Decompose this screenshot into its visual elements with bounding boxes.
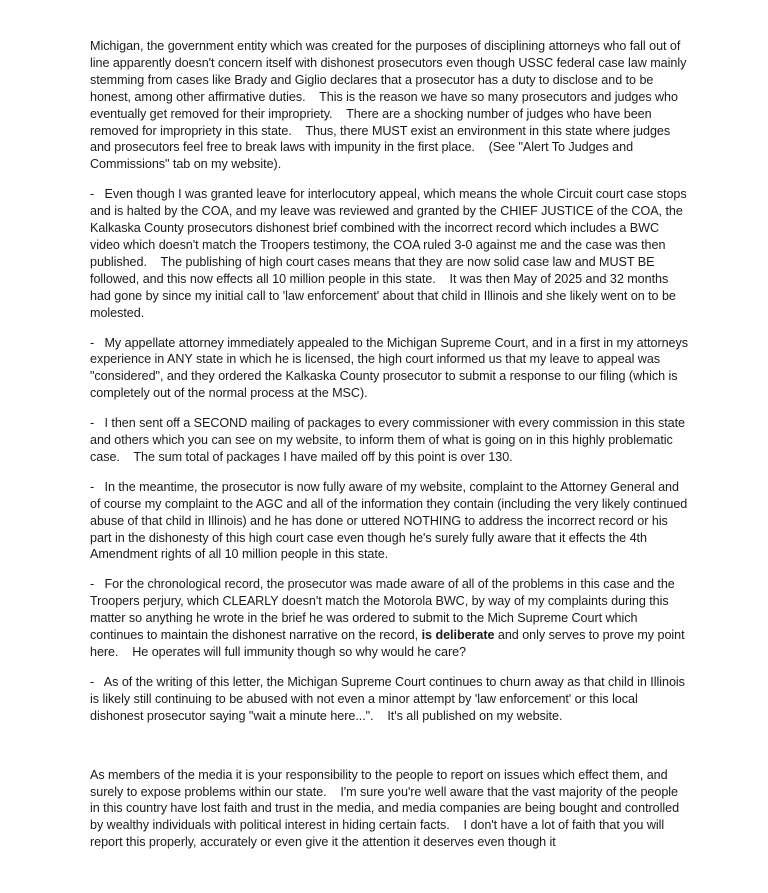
section-spacer <box>90 738 690 767</box>
chronological-text-after: and only serves to prove my point here. He operates will full immunity though so why would he care? <box>90 628 689 659</box>
paragraph-prosecutor-aware: - In the meantime, the prosecutor is now fully aware of my website, complaint to the Attorney General and of course my complaint to the AGC and all of the information they contain (including the very likely continued abuse of that child in Illinois) and he has done or uttered NOTHING to address the incorrect record or his part in the dishonesty of this high court case even though he's surely fully aware that it effects the 4th Amendment rights of all 10 million people in this state. <box>90 479 691 562</box>
paragraph-writing-of-letter: - As of the writing of this letter, the Michigan Supreme Court continues to churn away as that child in Illinois is likely still continuing to be abused with not even a minor attempt by 'law enforcement' or this local dishonest prosecutor saying "wait a minute here...". It's all published on my website. <box>90 674 689 723</box>
document-page <box>90 38 690 864</box>
paragraph-interlocutory-appeal: - Even though I was granted leave for interlocutory appeal, which means the whole Circuit court case stops and is halted by the COA, and my leave was reviewed and granted by the CHIEF JUSTICE of the COA, the Kalkaska County prosecutors dishonest brief combined with the incorrect record which includes a BWC video which doesn't match the Troopers testimony, the COA ruled 3-0 against me and the case was then published. The publishing of high court cases means that they are now solid case law and MUST BE followed, and this now effects all 10 million people in this state. It was then May of 2025 and 32 months had gone by since my initial call to 'law enforcement' about that child in Illinois and she likely went on to be molested. <box>90 187 691 320</box>
chronological-text-before: - For the chronological record, the prosecutor was made aware of all of the problems in this case and the Troopers perjury, which CLEARLY doesn't match the Motorola BWC, by way of my complaints during this matter so anything he wrote in the brief he was ordered to submit to the Mich Supreme Court which continues to maintain the dishonest narrative on the record, <box>90 577 678 643</box>
paragraph-chronological-record <box>90 576 690 661</box>
paragraph-intro: Michigan, the government entity which was created for the purposes of disciplining attorneys who fall out of line apparently doesn't concern itself with dishonest prosecutors even though USSC federal case law mainly stemming from cases like Brady and Giglio declares that a prosecutor has a duty to disclose and to be honest, among other affirmative duties. This is the reason we have so many prosecutors and judges who eventually get removed for their impropriety. There are a shocking number of judges who have been removed for impropriety in this state. Thus, there MUST exist an environment in this state where judges and prosecutors feel free to break laws with impunity in the first place. (See "Alert To Judges and Commissions" tab on my website). <box>90 39 690 172</box>
paragraph-media-responsibility: As members of the media it is your responsibility to the people to report on issues which effect them, and surely to expose problems within our state. I'm sure you're well aware that the vast majority of the people in this country have lost faith and trust in the media, and media companies are being bought and controlled by wealthy individuals with political interest in hiding certain facts. I don't have a lot of faith that you will report this properly, accurately or even give it the attention it deserves even though it <box>90 767 683 850</box>
paragraph-second-mailing: - I then sent off a SECOND mailing of packages to every commissioner with every commission in this state and others which you can see on my website, to inform them of what is going on in this highly problematic case. The sum total of packages I have mailed off by this point is over 130. <box>90 416 689 464</box>
paragraph-supreme-court-appeal: - My appellate attorney immediately appealed to the Michigan Supreme Court, and in a first in my attorneys experience in ANY state in which he is licensed, the high court informed us that my leave to appeal was "considered", and they ordered the Kalkaska County prosecutor to submit a response to our filing (which is completely out of the normal process at the MSC). <box>90 335 692 401</box>
chronological-text-bold: is deliberate <box>421 628 495 643</box>
